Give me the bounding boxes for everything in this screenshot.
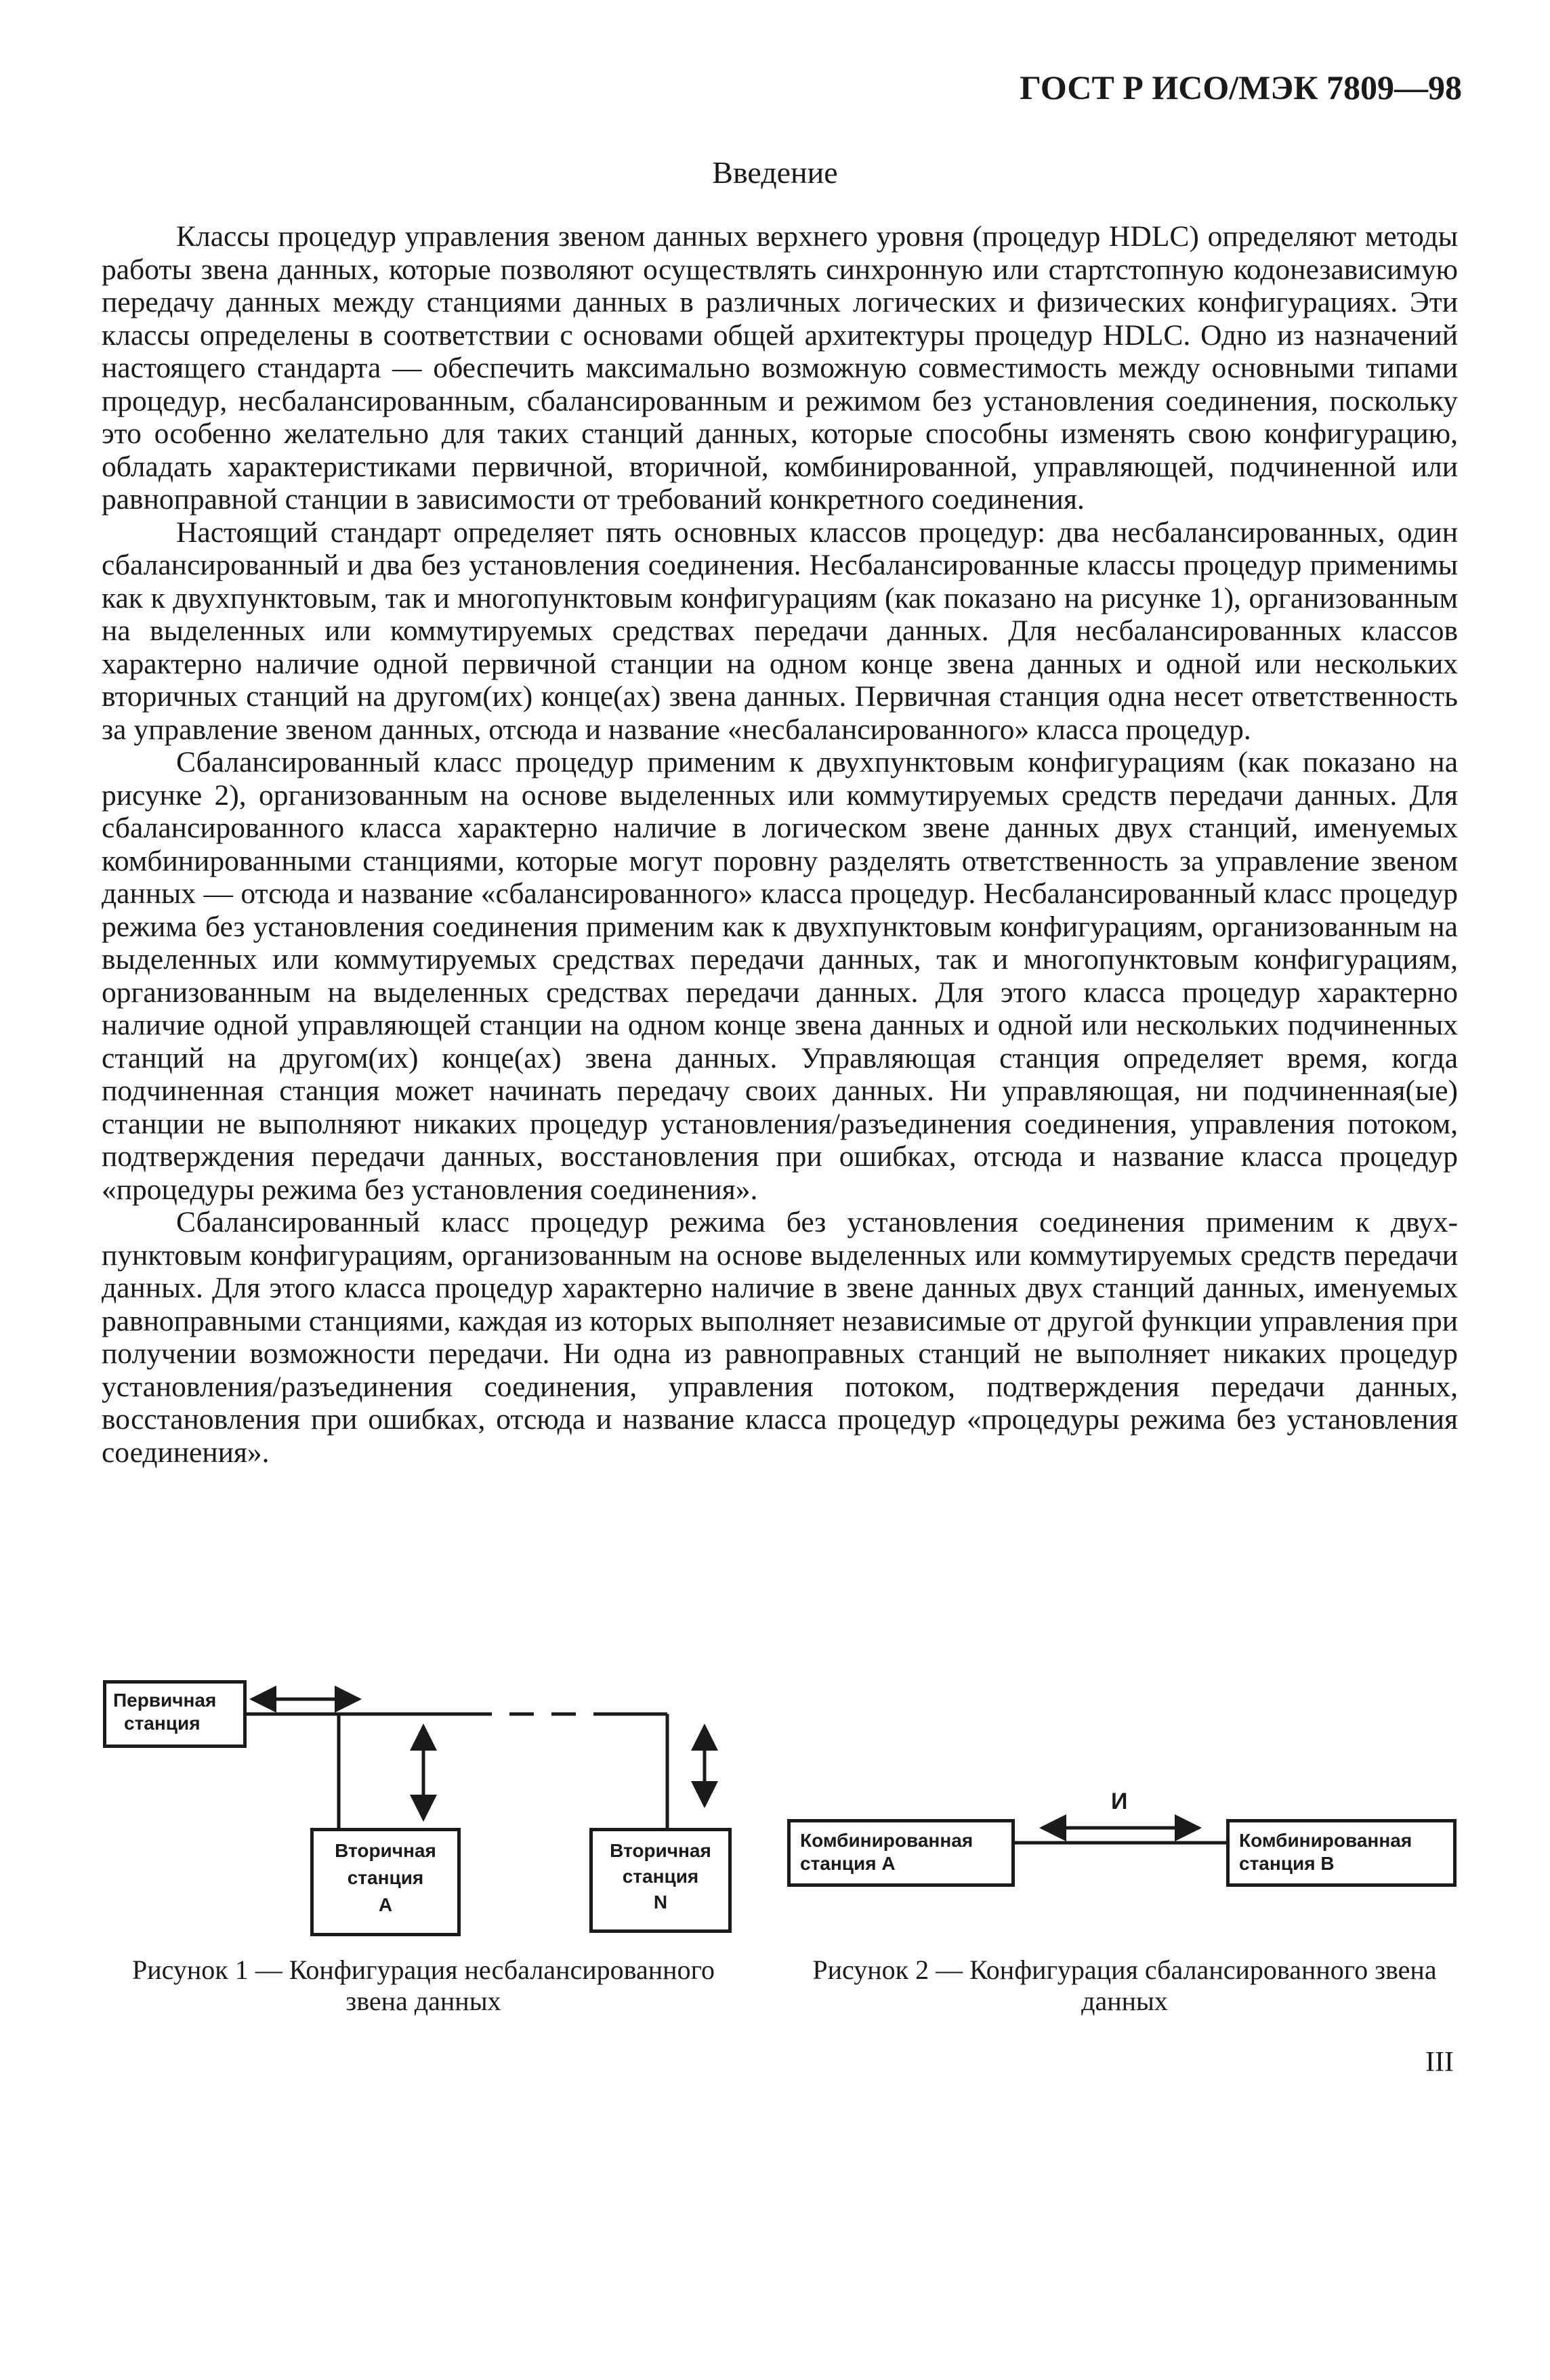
secondary-station-n-label: станция xyxy=(622,1866,699,1887)
secondary-station-a-label: станция xyxy=(347,1867,424,1888)
secondary-station-a-box xyxy=(310,1828,461,1936)
paragraph: Классы процедур управления звеном данных верхнего уровня (процедур HDLC) определяют методы работы звена данных, которые позволяют осуществлять синхронную или стартстопную кодонезависимую передачу данных между станциями данных в различных логических и физических конфигурациях. Эти классы определены в соответствии с основами общей архитектуры процедур HDLC. Одно из назначений настоящего стандарта — обеспечить максимально возможную совместимость между основными типами процедур, несбалансированным, сбалансированным и режимом без установления соединения, поскольку это особенно желательно для таких станций данных, которые способны изменять свою конфигурацию, обладать характеристиками первичной, вторичной, комбинированной, управляющей, подчиненной или равноправной станции в зависимости от требований конкретного соединения. xyxy=(102,220,1458,516)
secondary-station-a-label: Вторичная xyxy=(335,1840,436,1861)
document-header: ГОСТ Р ИСО/МЭК 7809—98 xyxy=(1020,68,1462,106)
figure-2 xyxy=(772,1646,1550,2026)
figure-2-caption-line: Рисунок 2 — Конфигурация сбалансированного звена xyxy=(812,1955,1437,1985)
figure-1-caption-line: Рисунок 1 — Конфигурация несбалансированного xyxy=(132,1955,715,1985)
combined-station-b-box xyxy=(1226,1819,1457,1887)
figure-1 xyxy=(0,1646,772,2026)
figure-2-caption-line: данных xyxy=(1081,1986,1168,2016)
section-title: Введение xyxy=(712,155,838,190)
body-text xyxy=(102,220,1458,1469)
combined-station-a-label: Комбинированная xyxy=(800,1830,973,1851)
paragraph: Сбалансированный класс процедур режима без установления соединения применим к двухпунктовым конфигурациям, организованным на основе выделенных или коммутируемых средств передачи данных. Для этого класса процедур характерно наличие в звене данных двух станций данных, именуемых равноправными станциями, каждая из которых выполняет независимые от другой функции управления при получении возможности передачи. Ни одна из равноправных станций не выполняет никаких процедур установления/разъединения соединения, управления потоком, подтверждения передачи данных, восстановления при ошибках, отсюда и название класса процедур «процедуры режима без установления соединения». xyxy=(102,1206,1458,1469)
secondary-station-n-label: Вторичная xyxy=(610,1840,711,1861)
paragraph: Настоящий стандарт определяет пять основных классов процедур: два несбалансированных, один сбалансированный и два без установления соединения. Несбалансированные классы процедур применимы как к двухпунктовым, так и многопунктовым конфигурациям (как показано на рисунке 1), организованным на выделенных или коммутируемых средствах передачи данных. Для несбалансированных классов характерно наличие одной первичной станции на одном конце звена данных и одной или нескольких вторичных станций на другом(их) конце(ах) звена данных. Первичная станция одна несет ответственность за управление звеном данных, отсюда и название «несбалансированного» класса процедур. xyxy=(102,516,1458,746)
figure-1-caption xyxy=(75,1955,772,2017)
primary-station-label: Первичная xyxy=(113,1690,217,1711)
combined-station-a-box xyxy=(787,1819,1015,1887)
page-number: III xyxy=(1425,2047,1454,2078)
paragraph: Сбалансированный класс процедур применим к двухпунктовым конфигурациям (как показано на рисунке 2), организованным на основе выделенных или коммутируемых средств передачи данных. Для сбалансированного класса характерно наличие в логическом звене данных двух станций, именуемых комбинированными станциями, которые могут поровну разделять ответственность за управление звеном данных — отсюда и название «сбалансированного» класса процедур. Несбалансированный класс процедур режима без установления соединения применим как к двухпунктовым конфигурациям, организованным на выделенных или коммутируемых средствах передачи данных, так и многопунктовым конфигурациям, организованным на выделенных средствах передачи данных. Для этого класса процедур характерно наличие одной управляющей станции на одном конце звена данных и одной или нескольких подчиненных станций на другом(их) конце(ах) звена данных. Управляющая станция определяет время, когда подчиненная станция может начинать передачу своих данных. Ни управляющая, ни подчиненная(ые) станции не выполняют никаких процедур установления/разъединения соединения, управления потоком, подтверждения передачи данных, восстановления при ошибках, отсюда и название класса процедур «процедуры режима без установления соединения». xyxy=(102,746,1458,1206)
combined-station-b-label: станция В xyxy=(1239,1853,1335,1874)
figure-2-caption xyxy=(772,1955,1477,2017)
combined-station-a-label: станция А xyxy=(800,1853,896,1874)
secondary-station-n-label: N xyxy=(653,1892,668,1913)
figure-1-caption-line: звена данных xyxy=(345,1986,501,2016)
secondary-station-n-box xyxy=(589,1828,732,1933)
combined-station-b-label: Комбинированная xyxy=(1239,1830,1412,1851)
secondary-station-a-label: А xyxy=(378,1894,393,1915)
primary-station-box xyxy=(103,1680,247,1748)
primary-station-label: станция xyxy=(124,1713,201,1734)
link-label: И xyxy=(1111,1789,1128,1814)
